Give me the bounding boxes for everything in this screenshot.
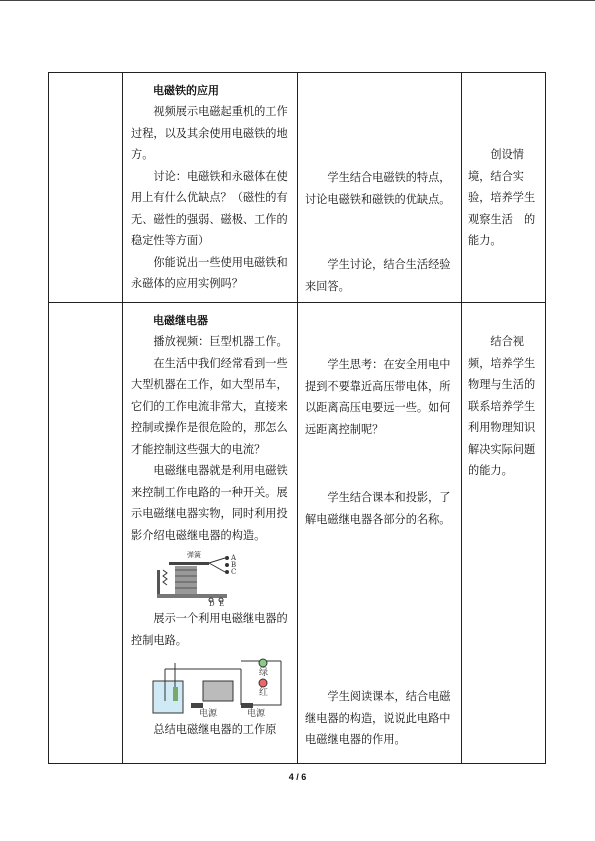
red-lamp-icon <box>259 679 267 687</box>
green-lamp-icon <box>259 659 267 667</box>
source-label-2: 电源 <box>247 709 266 717</box>
design-intent-cell <box>462 73 546 303</box>
page-number: 4 / 6 <box>288 772 307 782</box>
paragraph: 学生思考：在安全用电中提到不要靠近高压带电体，所以距离高压电要远一些。如何远距离控制呢？ <box>305 358 451 436</box>
relay-base-bar <box>157 570 160 596</box>
student-activity-cell <box>298 73 462 303</box>
contact-c <box>225 570 229 574</box>
battery-1 <box>191 703 203 708</box>
paragraph: 讨论：电磁铁和永磁体在使用上有什么优缺点？（磁性的有无、磁性的强弱、磁极、工作的稳定性等方面） <box>131 169 288 247</box>
water-tank <box>153 681 183 713</box>
paragraph: 学生阅读课本，结合电磁继电器的构造，说说此电路中电磁继电器的作用。 <box>305 690 451 746</box>
paragraph: 展示一个利用电磁继电器的控制电路。 <box>131 612 288 647</box>
paragraph: 总结电磁继电器的工作原 <box>153 723 277 736</box>
label-a: A <box>231 554 237 562</box>
teacher-activity-cell <box>123 303 298 764</box>
section-heading: 电磁铁的应用 <box>153 84 219 97</box>
paragraph: 学生结合课本和投影，了解电磁继电器各部分的名称。 <box>305 491 451 526</box>
lesson-table <box>48 72 546 764</box>
spring-label: 弹簧 <box>187 551 201 559</box>
contact-b <box>225 563 229 567</box>
page-top-rule <box>0 0 595 1</box>
paragraph: 视频展示电磁起重机的工作过程，以及其余使用电磁铁的地方。 <box>131 105 288 161</box>
label-d: D <box>209 600 215 606</box>
paragraph: 学生结合电磁铁的特点，讨论电磁铁和磁铁的优缺点。 <box>305 171 451 206</box>
teacher-activity-cell <box>123 73 298 303</box>
red-label: 红 <box>259 688 269 698</box>
float-probe <box>173 687 178 701</box>
contact-a <box>225 556 229 560</box>
armature <box>169 562 209 565</box>
paragraph: 你能说出一些使用电磁铁和永磁体的应用实例吗？ <box>131 255 288 290</box>
design-intent-cell <box>462 303 546 764</box>
table-row <box>49 303 546 764</box>
green-label: 绿 <box>259 668 269 678</box>
student-activity-cell <box>298 303 462 764</box>
paragraph: 创设情境，结合实验，培养学生观察生活 的能力。 <box>468 148 536 247</box>
label-c: C <box>231 568 237 576</box>
section-heading: 电磁继电器 <box>153 314 208 327</box>
table-row <box>49 73 546 303</box>
relay-control-circuit-figure <box>151 655 287 717</box>
source-label-1: 电源 <box>199 709 218 717</box>
paragraph: 播放视频：巨型机器工作。 <box>153 335 288 348</box>
relay-base <box>157 594 227 598</box>
label-b: B <box>231 561 237 569</box>
paragraph: 在生活中我们经常看到一些大型机器在工作，如大型吊车，它们的工作电流非常大，直接来控制或操作是很危险的，那怎么才能控制这些强大的电流？ <box>131 356 288 456</box>
spring-icon <box>163 570 167 585</box>
paragraph: 学生讨论，结合生活经验来回答。 <box>305 258 451 293</box>
label-e: E <box>219 600 225 606</box>
blank-cell <box>49 303 123 764</box>
battery-2 <box>241 703 253 708</box>
relay-coil <box>203 681 233 701</box>
relay-structure-figure <box>151 550 251 606</box>
paragraph: 结合视频，培养学生物理与生活的联系培养学生利用物理知识解决实际问题的能力。 <box>468 335 536 477</box>
blank-cell <box>49 73 123 303</box>
paragraph: 电磁继电器就是利用电磁铁来控制工作电路的一种开关。展示电磁继电器实物，同时利用投影介绍电磁继电器的构造。 <box>131 464 288 542</box>
